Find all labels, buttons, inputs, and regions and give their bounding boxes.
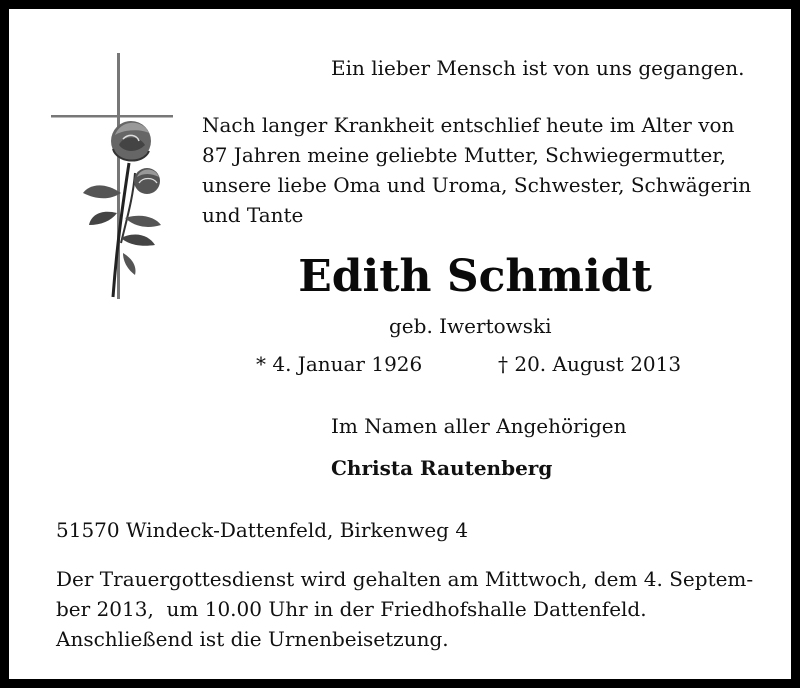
death-date: † 20. August 2013 (498, 352, 682, 376)
service-info (56, 564, 753, 654)
service-line: Anschließend ist die Urnenbeisetzung. (56, 627, 449, 651)
service-line: Der Trauergottesdienst wird gehalten am Mittwoch, dem 4. Septem- (56, 567, 754, 591)
address: 51570 Windeck-Dattenfeld, Birkenweg 4 (56, 518, 469, 542)
motto: Ein lieber Mensch ist von uns gegangen. (331, 56, 745, 80)
on-behalf-text: Im Namen aller Angehörigen (331, 414, 627, 438)
birth-date: * 4. Januar 1926 (256, 352, 423, 376)
intro-line: und Tante (202, 203, 304, 227)
birth-name: geb. Iwertowski (389, 314, 552, 338)
deceased-name: Edith Schmidt (298, 251, 652, 302)
signer-name: Christa Rautenberg (331, 456, 553, 480)
intro-line: Nach langer Krankheit entschlief heute im Alter von (202, 113, 735, 137)
intro-line: unsere liebe Oma und Uroma, Schwester, Schwägerin (202, 173, 752, 197)
intro-text (202, 110, 751, 230)
service-line: ber 2013, um 10.00 Uhr in der Friedhofshalle Dattenfeld. (56, 597, 647, 621)
intro-line: 87 Jahren meine geliebte Mutter, Schwiegermutter, (202, 143, 726, 167)
